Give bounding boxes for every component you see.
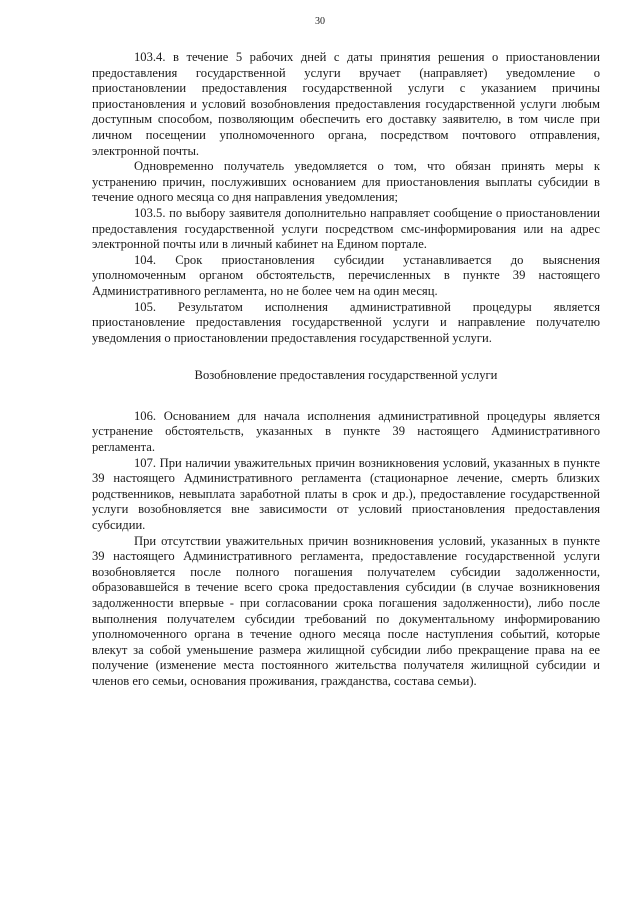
paragraph-notification: Одновременно получатель уведомляется о том, что обязан принять меры к устранению причин, послуживших основанием для приостановления выплаты субсидии в течение одного месяца со дня направления уведомления; <box>92 159 600 205</box>
paragraph-105: 105. Результатом исполнения административной процедуры является приостановление предоставления государственной услуги и направление получателю уведомления о приостановлении предоставления государственной услуги. <box>92 299 600 345</box>
paragraph-107-continued: При отсутствии уважительных причин возникновения условий, указанных в пункте 39 настоящего Административного регламента, предоставление государственной услуги возобновляется после полного погашения получателем субсидии задолженности, образовавшейся в течение всего срока предоставления субсидии (в случае возникновения задолженности впервые - при согласовании срока погашения задолженности), либо после выполнения получателем субсидии требований по документальному информированию уполномоченного органа в течение одного месяца после наступления событий, которые влекут за собой уменьшение размера жилищной субсидии либо прекращение права на ее получение (изменение места постоянного жительства получателя жилищной субсидии и членов его семьи, основания проживания, гражданства, состава семьи). <box>92 533 600 688</box>
paragraph-104: 104. Срок приостановления субсидии устанавливается до выяснения уполномоченным органом обстоятельств, перечисленных в пункте 39 настоящего Административного регламента, но не более чем на один месяц. <box>92 252 600 298</box>
paragraph-103-4: 103.4. в течение 5 рабочих дней с даты принятия решения о приостановлении предоставления государственной услуги вручает (направляет) уведомление о приостановлении предоставления государственной услуги с указанием причины приостановления и условий возобновления предоставления государственной услуги любым доступным способом, позволяющим обеспечить его доставку заявителю, в том числе при личном посещении уполномоченного органа, посредством почтового отправления, электронной почты. <box>92 50 600 158</box>
document-body <box>92 50 600 690</box>
section-heading: Возобновление предоставления государственной услуги <box>194 368 498 383</box>
paragraph-106: 106. Основанием для начала исполнения административной процедуры является устранение обстоятельств, указанных в пункте 39 настоящего Административного регламента. <box>92 408 600 455</box>
paragraph-107: 107. При наличии уважительных причин возникновения условий, указанных в пункте 39 настоящего Административного регламента (стационарное лечение, смерть близких родственников, невыплата заработной платы в срок и др.), предоставление государственной услуги возобновляется вне зависимости от условий приостановления предоставления субсидии. <box>92 455 600 533</box>
paragraph-103-5: 103.5. по выбору заявителя дополнительно направляет сообщение о приостановлении предоставления государственной услуги посредством смс-информирования или на адрес электронной почты или в личный кабинет на Едином портале. <box>92 205 600 252</box>
page-number: 30 <box>315 16 325 27</box>
